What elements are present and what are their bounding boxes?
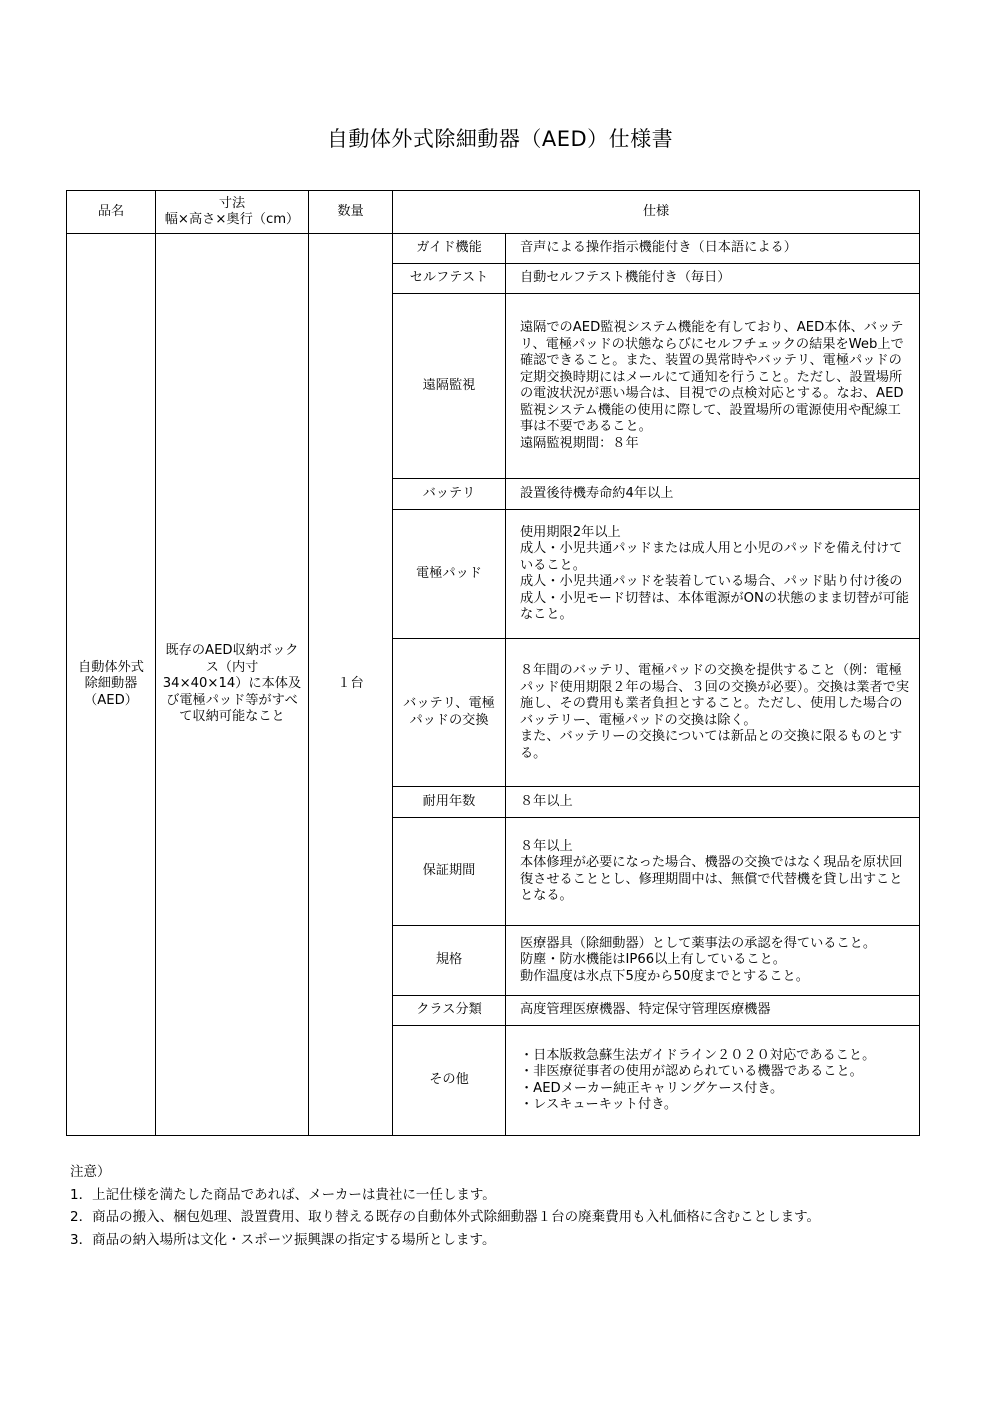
spec-text: 高度管理医療機器、特定保守管理医療機器 (506, 996, 920, 1026)
header-quantity: 数量 (309, 191, 393, 234)
notes-section (70, 1161, 820, 1251)
spec-label: 電極パッド (393, 510, 506, 639)
header-spec: 仕様 (393, 191, 920, 234)
header-product-name: 品名 (67, 191, 156, 234)
spec-label: 遠隔監視 (393, 294, 506, 479)
header-dimensions-line1: 寸法 (218, 195, 246, 211)
spec-table (66, 190, 920, 1136)
header-dimensions-line2: 幅×高さ×奥行（cm） (164, 212, 300, 227)
product-quantity-cell: １台 (309, 234, 393, 1136)
spec-label: ガイド機能 (393, 234, 506, 264)
spec-text: 設置後待機寿命約4年以上 (506, 479, 920, 510)
spec-label: 耐用年数 (393, 787, 506, 818)
spec-label: セルフテスト (393, 264, 506, 294)
note-item: 3．商品の納入場所は文化・スポーツ振興課の指定する場所とします。 (70, 1231, 496, 1248)
spec-text: 遠隔でのAED監視システム機能を有しており、AED本体、バッテリ、電極パッドの状態ならびにセルフチェックの結果をWeb上で確認できること。また、装置の異常時やバッテリ、電極パッドの定期交換時期にはメールにて通知を行うこと。ただし、設置場所の電波状況が悪い場合は、目視での点検対応とする。なお、AED監視システム機能の使用に際して、設置場所の電源使用や配線工事は不要であること。 遠隔監視期間：８年 (506, 294, 920, 479)
table-header-row (67, 191, 920, 234)
spec-label: バッテリ、電極 パッドの交換 (393, 639, 506, 787)
spec-text: ８年以上 本体修理が必要になった場合、機器の交換ではなく現品を原状回復させることとし、修理期間中は、無償で代替機を貸し出すこととなる。 (506, 818, 920, 926)
product-name-cell: 自動体外式 除細動器 （AED） (67, 234, 156, 1136)
spec-text: ８年間のバッテリ、電極パッドの交換を提供すること（例：電極パッド使用期限２年の場合、３回の交換が必要）。交換は業者で実施し、その費用も業者負担とすること。ただし、使用した場合のバッテリー、電極パッドの交換は除く。 また、バッテリーの交換については新品との交換に限るものとする。 (506, 639, 920, 787)
spec-label: 規格 (393, 926, 506, 996)
spec-text: 自動セルフテスト機能付き（毎日） (506, 264, 920, 294)
spec-label: クラス分類 (393, 996, 506, 1026)
spec-text: ８年以上 (506, 787, 920, 818)
document-title: 自動体外式除細動器（AED）仕様書 (326, 127, 674, 151)
spec-text: 音声による操作指示機能付き（日本語による） (506, 234, 920, 264)
spec-label: バッテリ (393, 479, 506, 510)
note-item: 2．商品の搬入、梱包処理、設置費用、取り替える既存の自動体外式除細動器１台の廃棄費用も入札価格に含むことします。 (70, 1209, 821, 1225)
spec-label: 保証期間 (393, 818, 506, 926)
header-dimensions (156, 191, 309, 234)
note-item: 1．上記仕様を満たした商品であれば、メーカーは貴社に一任します。 (70, 1186, 496, 1203)
product-dimensions-cell: 既存のAED収納ボックス（内寸 34×40×14）に本体及び電極パッド等がすべて収納可能なこと (156, 234, 309, 1136)
table-row (67, 234, 920, 264)
spec-text: 使用期限2年以上 成人・小児共通パッドまたは成人用と小児のパッドを備え付けていること。 成人・小児共通パッドを装着している場合、パッド貼り付け後の成人・小児モード切替は、本体電源がONの状態のまま切替が可能なこと。 (506, 510, 920, 639)
notes-heading: 注意） (70, 1164, 111, 1180)
spec-text: ・日本版救急蘇生法ガイドライン２０２０対応であること。 ・非医療従事者の使用が認められている機器であること。 ・AEDメーカー純正キャリングケース付き。 ・レスキューキット付き。 (506, 1026, 920, 1136)
spec-label: その他 (393, 1026, 506, 1136)
spec-text: 医療器具（除細動器）として薬事法の承認を得ていること。 防塵・防水機能はIP66以上有していること。 動作温度は氷点下5度から50度までとすること。 (506, 926, 920, 996)
